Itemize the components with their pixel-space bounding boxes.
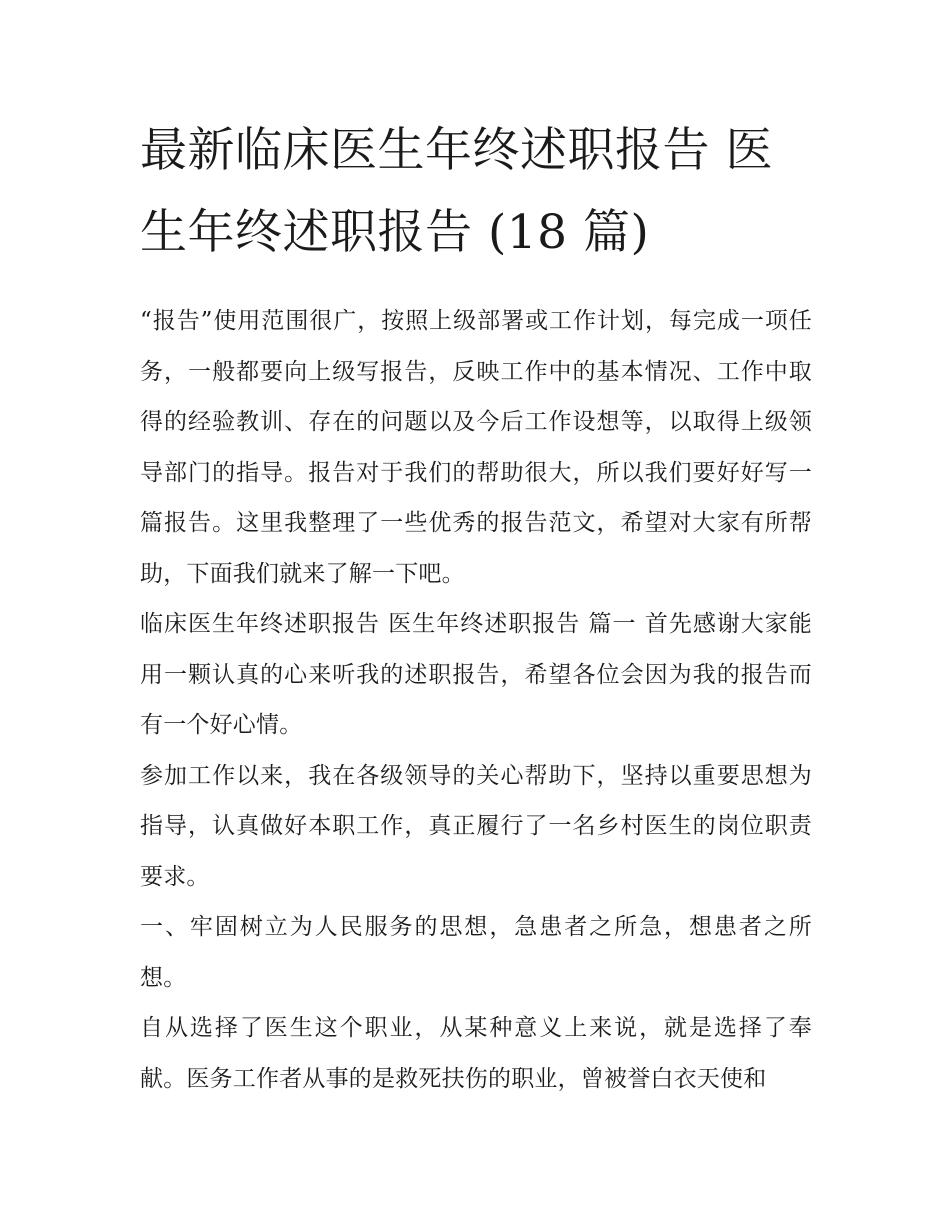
paragraph-work-summary: 参加工作以来，我在各级领导的关心帮助下，坚持以重要思想为指导，认真做好本职工作，真正履行了一名乡村医生的岗位职责要求。 [140,762,812,890]
paragraph-heading-1: 一、牢固树立为人民服务的思想，急患者之所急，想患者之所想。 [140,914,812,991]
paragraph-section-1-opening: 临床医生年终述职报告 医生年终述职报告 篇一 首先感谢大家能用一颗认真的心来听我的述职报告，希望各位会因为我的报告而有一个好心情。 [140,611,812,738]
document-page [140,110,812,1104]
paragraph-intro: “报告”使用范围很广，按照上级部署或工作计划，每完成一项任务，一般都要向上级写报告，反映工作中的基本情况、工作中取得的经验教训、存在的问题以及今后工作设想等，以取得上级领导部门的指导。报告对于我们的帮助很大，所以我们要好好写一篇报告。这里我整理了一些优秀的报告范文，希望对大家有所帮助，下面我们就来了解一下吧。 [140,308,812,587]
paragraph-dedication: 自从选择了医生这个职业，从某种意义上来说，就是选择了奉献。医务工作者从事的是救死扶伤的职业，曾被誉白衣天使和 [140,1015,812,1092]
document-title: 最新临床医生年终述职报告 医生年终述职报告 (18 篇) [140,123,773,260]
